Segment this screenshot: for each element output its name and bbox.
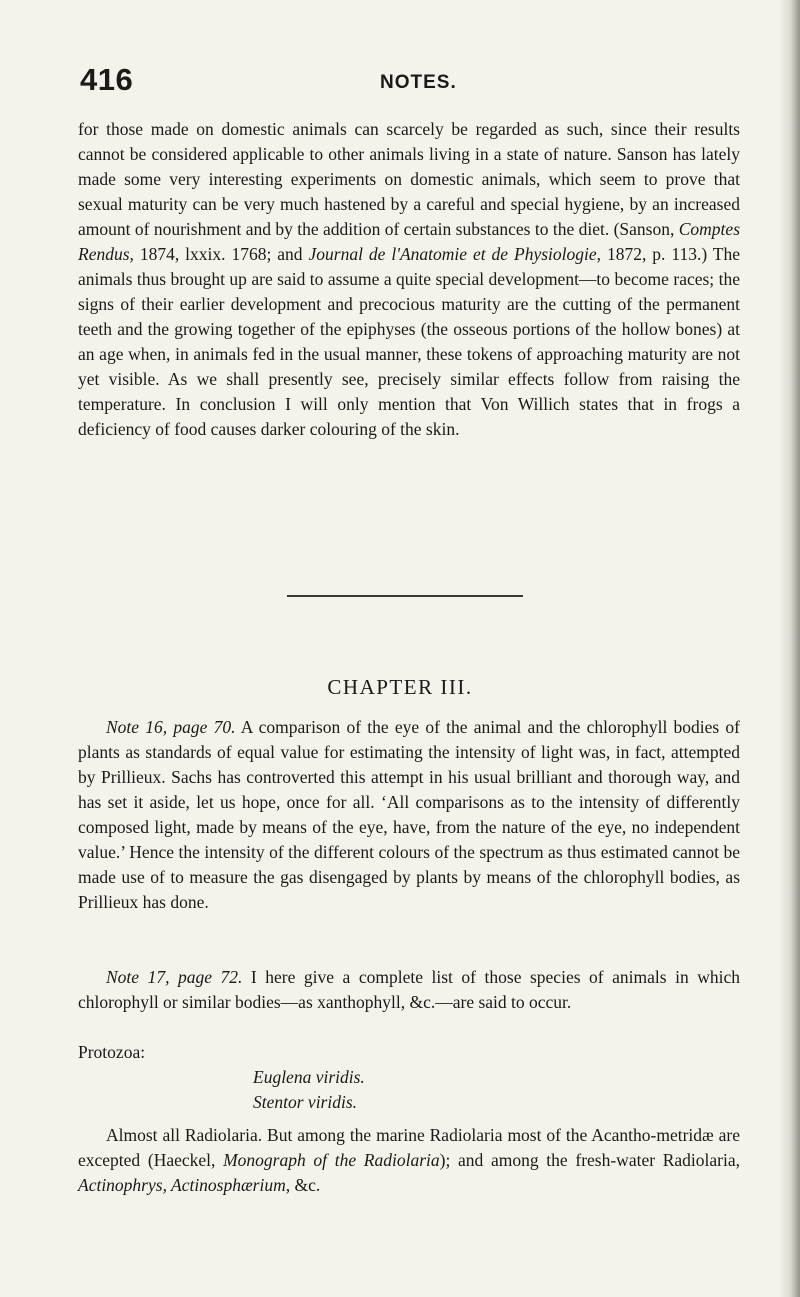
paragraph-intro-text-c: 1872, p. 113.) The animals thus brought up are said to assume a quite special development—to become races; the signs of their earlier development and precocious maturity are the cutting of the permanent teeth and the growing together of the epiphyses (the osseous portions of the hollow bones) at an age when, in animals fed in the usual manner, these tokens of approaching maturity are not yet visible. As we shall presently see, precisely similar effects follow from raising the temperature. In conclusion I will only mention that Von Willich states that in frogs a deficiency of food causes darker colouring of the skin. [78,244,740,439]
protozoa-label: Protozoa: [78,1042,146,1062]
note-17 [78,965,740,1015]
page-edge-shadow [778,0,800,1297]
page-header [80,62,720,102]
note-16-label: Note 16, page 70. [106,717,236,737]
chapter-title: CHAPTER III. [327,675,473,699]
species-euglena: Euglena viridis. [253,1067,365,1087]
citation-monograph-radiolaria: Monograph of the Radiolaria [223,1150,440,1170]
genus-names: Actinophrys, Actinosphærium, [78,1175,291,1195]
citation-journal-anatomie: Journal de l'Anatomie et de Physiologie, [308,244,602,264]
paragraph-radiolaria-text-a: Almost all Radiolaria. But among the marine Radiolaria most of the Acantho-metridæ are excepted (Haeckel, [78,1125,740,1170]
note-17-label: Note 17, page 72. [106,967,243,987]
paragraph-intro [78,117,740,442]
paragraph-intro-text-b: 1874, lxxix. 1768; and [133,244,309,264]
note-17-text: I here give a complete list of those species of animals in which chlorophyll or similar bodies—as xanthophyll, &c.—are said to occur. [78,967,740,1012]
section-divider [287,595,523,597]
note-16 [78,715,740,915]
note-16-text: A comparison of the eye of the animal and the chlorophyll bodies of plants as standards of equal value for estimating the intensity of light was, in fact, attempted by Prillieux. Sachs has controverted this attempt in his usual brilliant and thorough way, and has set it aside, let us hope, once for all. ‘All comparisons as to the intensity of differently composed light, made by means of the eye, have, from the nature of the eye, no independent value.’ Hence the intensity of the different colours of the spectrum as thus estimated cannot be made use of to measure the gas disengaged by plants by means of the chlorophyll bodies, as Prillieux has done. [78,717,740,912]
species-stentor: Stentor viridis. [253,1092,358,1112]
paragraph-radiolaria-text-b: ); and among the fresh-water Radiolaria, [439,1150,740,1170]
page-number: 416 [80,62,134,97]
paragraph-radiolaria [78,1123,740,1198]
paragraph-radiolaria-text-c: &c. [290,1175,321,1195]
running-head: NOTES. [380,72,457,93]
paragraph-intro-text-a: for those made on domestic animals can scarcely be regarded as such, since their results cannot be considered applicable to other animals living in a state of nature. Sanson has lately made some very interesting experiments on domestic animals, which seem to prove that sexual maturity can be very much hastened by a careful and special hygiene, by an increased amount of nourishment and by the addition of certain substances to the diet. (Sanson, [78,119,740,239]
citation-comptes-rendus: Comptes Rendus, [78,219,740,264]
